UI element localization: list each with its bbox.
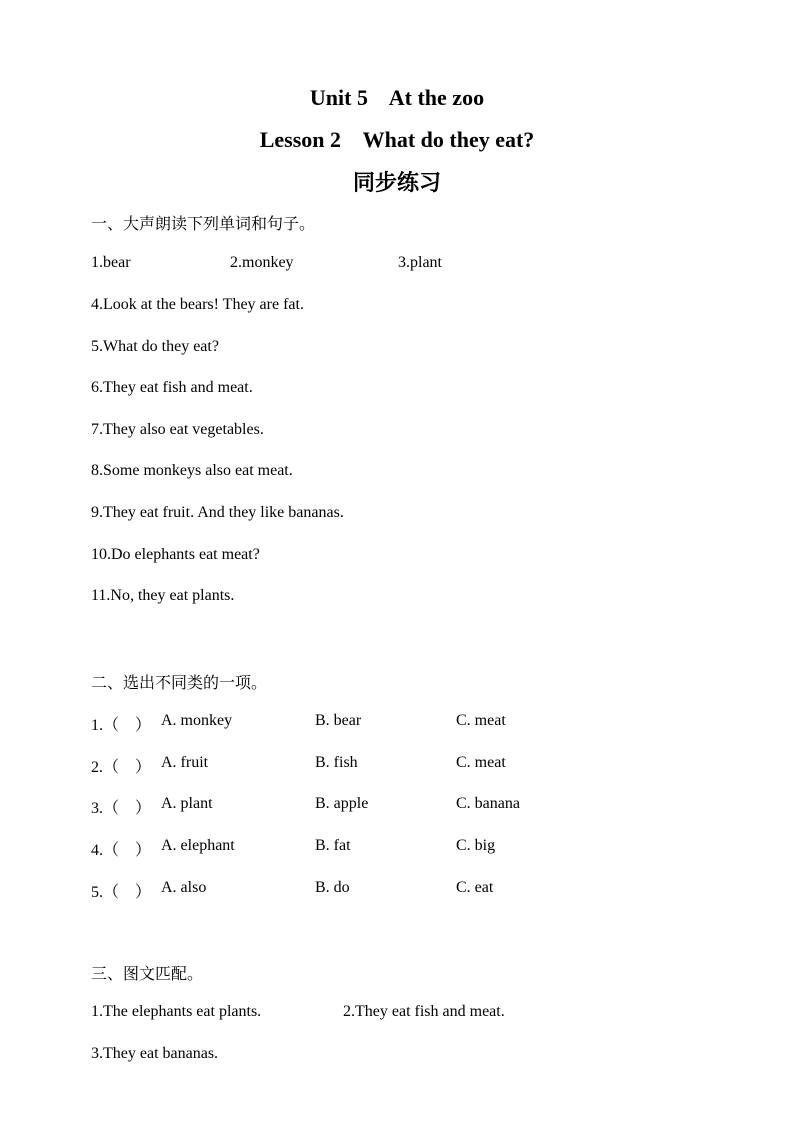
option-b: B. apple <box>315 795 369 812</box>
choice-number-blank[interactable]: 5.（ ） <box>91 884 152 901</box>
option-a: A. also <box>161 879 207 896</box>
option-c: C. meat <box>456 754 506 771</box>
option-b: B. fat <box>315 837 351 854</box>
choice-number-blank[interactable]: 1.（ ） <box>91 717 152 734</box>
word-item: 3.plant <box>398 254 442 271</box>
choice-number-blank[interactable]: 3.（ ） <box>91 800 152 817</box>
option-c: C. eat <box>456 879 494 896</box>
option-a: A. fruit <box>161 754 209 771</box>
sentence-item: 7.They also eat vegetables. <box>91 421 264 438</box>
word-item: 1.bear <box>91 254 131 271</box>
sentence-item: 6.They eat fish and meat. <box>91 379 253 396</box>
option-b: B. do <box>315 879 350 896</box>
match-item: 2.They eat fish and meat. <box>343 1003 505 1020</box>
sentence-item: 5.What do they eat? <box>91 338 219 355</box>
sentence-item: 4.Look at the bears! They are fat. <box>91 296 304 313</box>
sentence-item: 8.Some monkeys also eat meat. <box>91 462 293 479</box>
option-c: C. big <box>456 837 496 854</box>
option-a: A. plant <box>161 795 213 812</box>
option-c: C. banana <box>456 795 520 812</box>
section1-heading: 一、大声朗读下列单词和句子。 <box>91 214 316 233</box>
practice-subtitle: 同步练习 <box>352 171 441 196</box>
option-a: A. monkey <box>161 712 233 729</box>
match-item: 3.They eat bananas. <box>91 1045 219 1062</box>
sentence-item: 10.Do elephants eat meat? <box>91 546 260 563</box>
word-item: 2.monkey <box>230 254 294 271</box>
unit-title: Unit 5 At the zoo <box>309 85 485 110</box>
choice-number-blank[interactable]: 2.（ ） <box>91 759 152 776</box>
option-b: B. bear <box>315 712 362 729</box>
section3-heading: 三、图文匹配。 <box>91 964 204 983</box>
option-c: C. meat <box>456 712 506 729</box>
match-item: 1.The elephants eat plants. <box>91 1003 262 1020</box>
choice-number-blank[interactable]: 4.（ ） <box>91 842 152 859</box>
option-b: B. fish <box>315 754 358 771</box>
section2-heading: 二、选出不同类的一项。 <box>91 673 268 692</box>
sentence-item: 9.They eat fruit. And they like bananas. <box>91 504 344 521</box>
sentence-item: 11.No, they eat plants. <box>91 587 235 604</box>
lesson-title: Lesson 2 What do they eat? <box>259 127 535 152</box>
option-a: A. elephant <box>161 837 235 854</box>
